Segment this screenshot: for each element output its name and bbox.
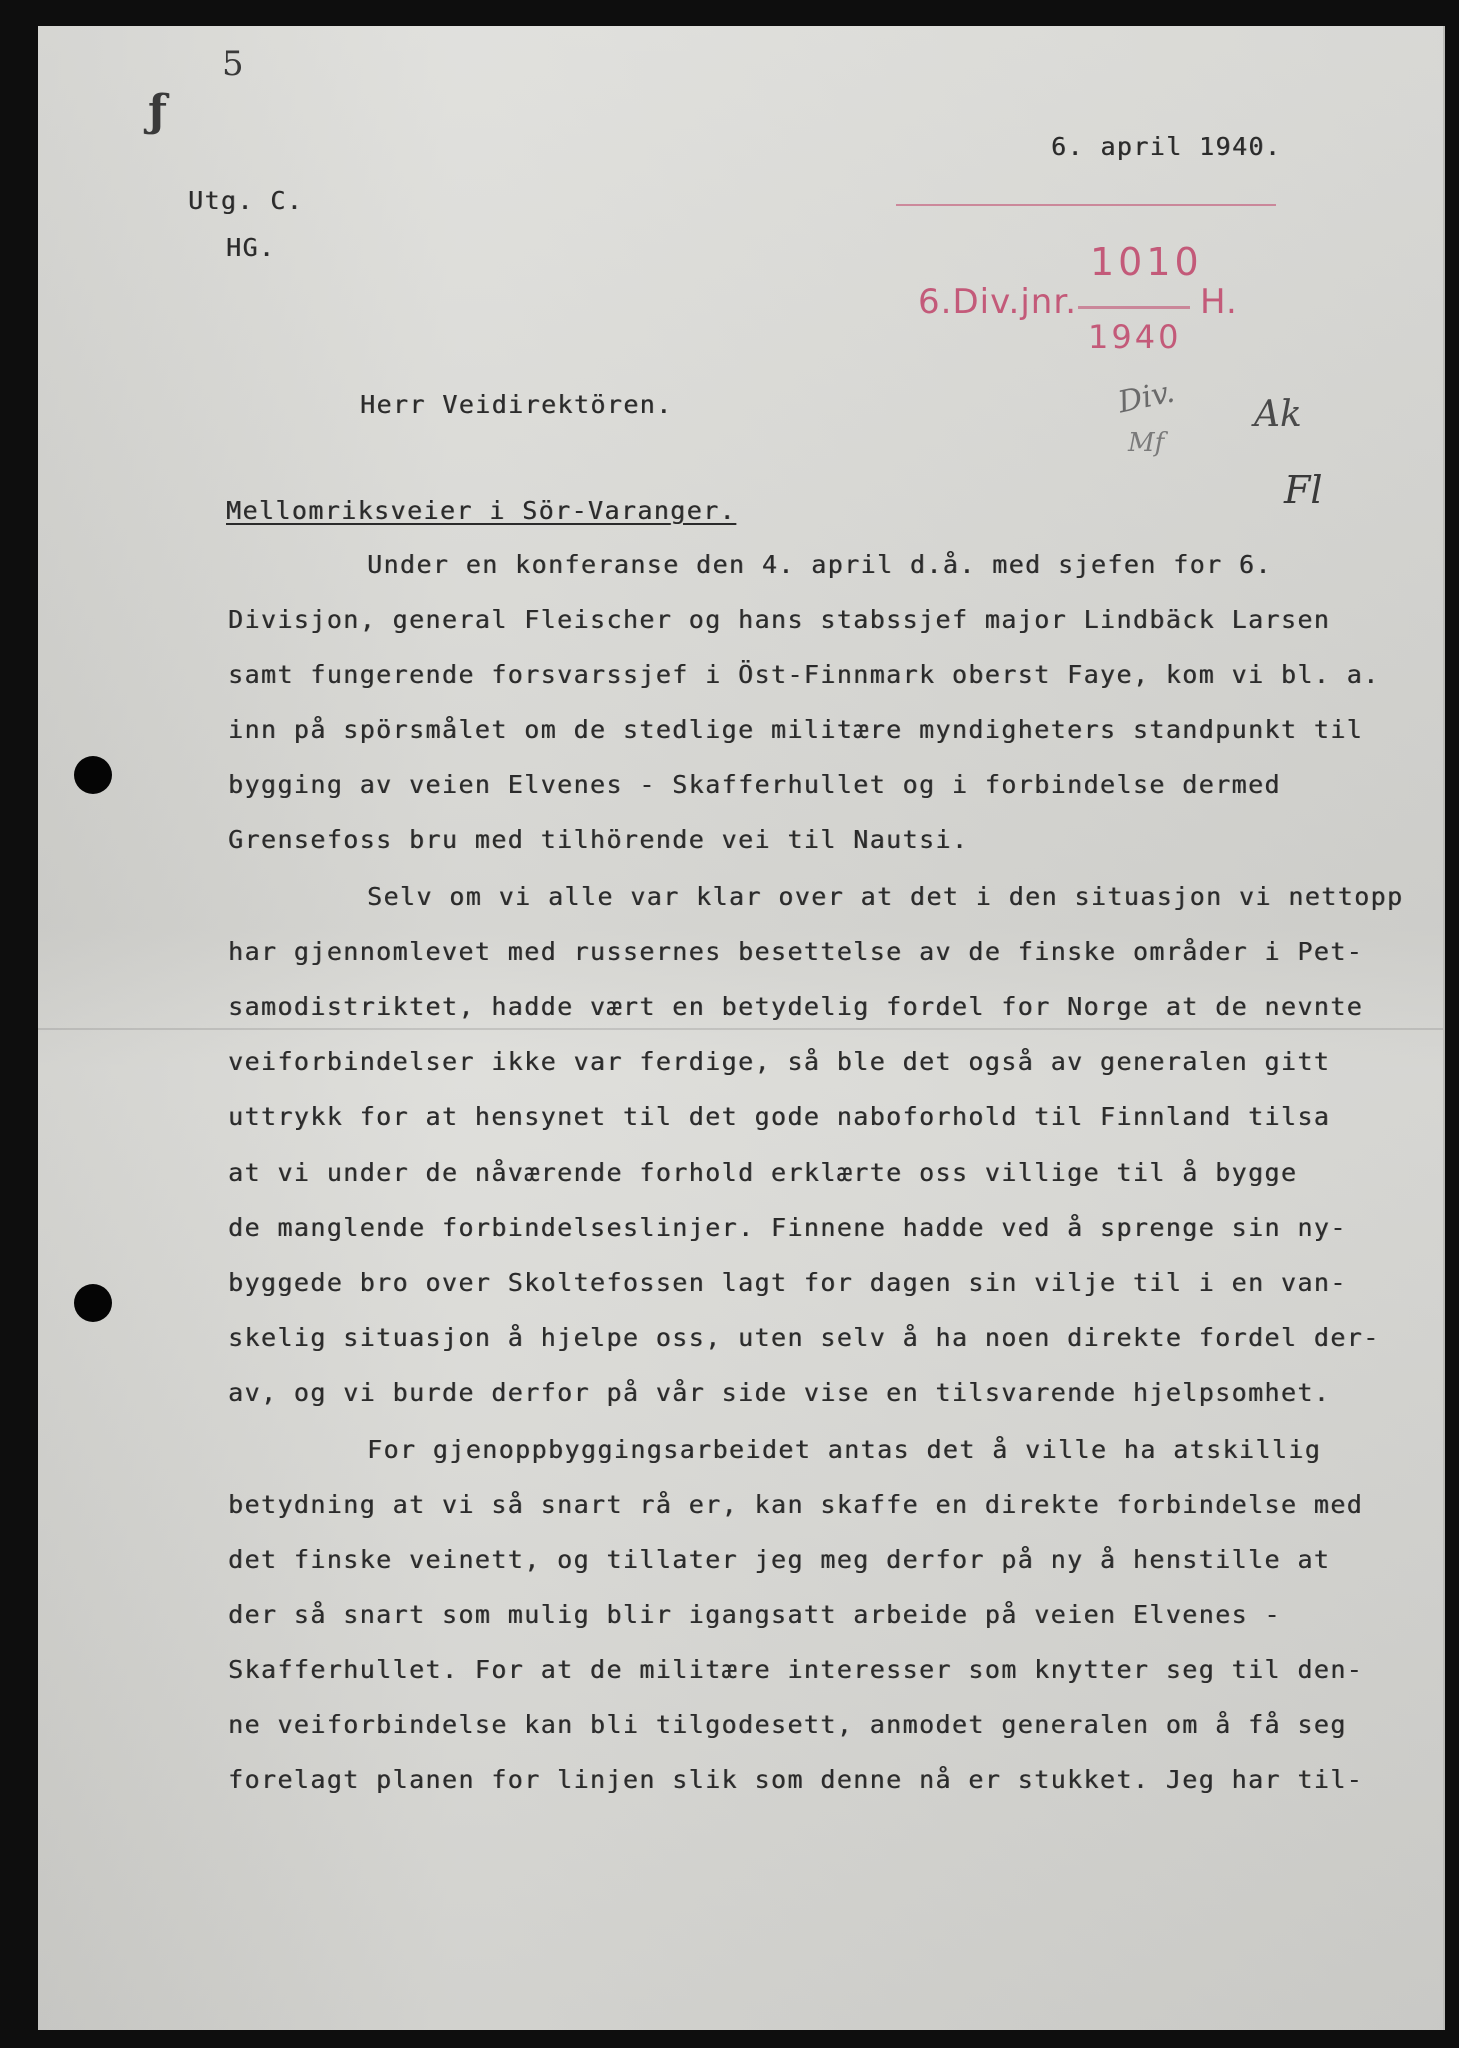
body-line: bygging av veien Elvenes - Skafferhullet og i forbindelse dermed bbox=[228, 770, 1281, 799]
corner-mark: ƒ bbox=[148, 86, 167, 137]
stamp-division-label: 6.Div.jnr. bbox=[918, 282, 1078, 322]
body-line: For gjenoppbyggingsarbeidet antas det å ville ha atskillig bbox=[367, 1435, 1322, 1464]
salutation: Herr Veidirektören. bbox=[360, 390, 673, 419]
body-line: veiforbindelser ikke var ferdige, så ble det også av generalen gitt bbox=[228, 1047, 1331, 1076]
body-line: Under en konferanse den 4. april d.å. med sjefen for 6. bbox=[367, 550, 1272, 579]
body-line: Selv om vi alle var klar over at det i den situasjon vi nettopp bbox=[367, 882, 1404, 911]
body-line: av, og vi burde derfor på vår side vise en tilsvarende hjelpsomhet. bbox=[228, 1378, 1331, 1407]
body-line: inn på spörsmålet om de stedlige militære myndigheters standpunkt til bbox=[228, 715, 1364, 744]
punch-hole-upper bbox=[74, 756, 112, 794]
body-line: samodistriktet, hadde vært en betydelig fordel for Norge at de nevnte bbox=[228, 992, 1364, 1021]
body-line: forelagt planen for linjen slik som denne nå er stukket. Jeg har til- bbox=[228, 1765, 1364, 1794]
body-line: uttrykk for at hensynet til det gode naboforhold til Finnland tilsa bbox=[228, 1102, 1331, 1131]
body-line: Skafferhullet. For at de militære interesser som knytter seg til den- bbox=[228, 1655, 1364, 1684]
stamp-suffix: H. bbox=[1200, 282, 1238, 322]
stamp-journal-number: 1010 bbox=[1090, 240, 1203, 284]
body-line: har gjennomlevet med russernes besettelse av de finske områder i Pet- bbox=[228, 937, 1364, 966]
body-line: Divisjon, general Fleischer og hans stabssjef major Lindbäck Larsen bbox=[228, 605, 1331, 634]
handwritten-note-ak: Ak bbox=[1254, 394, 1302, 435]
header-hg: HG. bbox=[226, 233, 276, 262]
body-line: samt fungerende forsvarssjef i Öst-Finnmark oberst Faye, kom vi bl. a. bbox=[228, 660, 1380, 689]
body-line: byggede bro over Skoltefossen lagt for dagen sin vilje til i en van- bbox=[228, 1268, 1347, 1297]
body-line: Grensefoss bru med tilhörende vei til Nautsi. bbox=[228, 825, 969, 854]
body-line: skelig situasjon å hjelpe oss, uten selv å ha noen direkte fordel der- bbox=[228, 1323, 1380, 1352]
body-line: de manglende forbindelseslinjer. Finnene hadde ved å sprenge sin ny- bbox=[228, 1213, 1347, 1242]
handwritten-note-mf: Mf bbox=[1128, 428, 1165, 458]
body-line: det finske veinett, og tillater jeg meg derfor på ny å henstille at bbox=[228, 1545, 1331, 1574]
body-line: betydning at vi så snart rå er, kan skaffe en direkte forbindelse med bbox=[228, 1490, 1364, 1519]
punch-hole-lower bbox=[74, 1284, 112, 1322]
page-number: 5 bbox=[222, 44, 244, 84]
stamp-fraction-line bbox=[1078, 306, 1190, 309]
subject-heading: Mellomriksveier i Sör-Varanger. bbox=[226, 496, 736, 525]
body-line: der så snart som mulig blir igangsatt arbeide på veien Elvenes - bbox=[228, 1600, 1281, 1629]
handwritten-note-fl: Fl bbox=[1284, 468, 1323, 512]
paper-fold-line bbox=[38, 1028, 1443, 1030]
body-line: ne veiforbindelse kan bli tilgodesett, anmodet generalen om å få seg bbox=[228, 1710, 1347, 1739]
header-utg: Utg. C. bbox=[188, 186, 304, 215]
handwritten-note-div: Div. bbox=[1114, 374, 1178, 421]
stamp-top-rule bbox=[896, 204, 1276, 206]
letter-date: 6. april 1940. bbox=[1051, 132, 1282, 161]
body-line: at vi under de nåværende forhold erklærte oss villige til å bygge bbox=[228, 1158, 1298, 1187]
stamp-year: 1940 bbox=[1088, 318, 1182, 356]
